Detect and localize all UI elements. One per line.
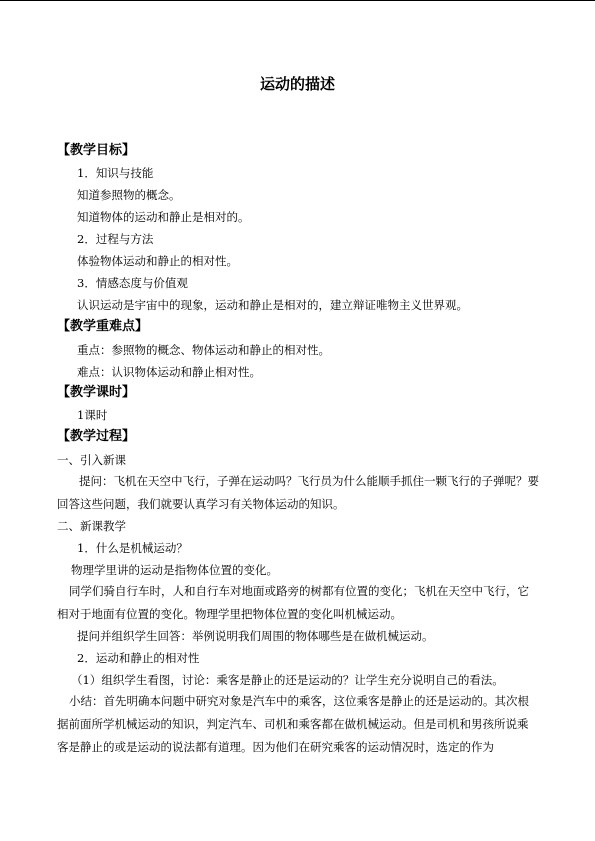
page-title: 运动的描述 xyxy=(259,75,335,93)
objective-item-1-line-2: 知道物体的运动和静止是相对的。 xyxy=(77,210,250,224)
objective-item-3-line-1: 认识运动是宇宙中的现象，运动和静止是相对的，建立辩证唯物主义世界观。 xyxy=(77,298,468,312)
question-1-line-2: 提问并组织学生回答：举例说明我们周围的物体哪些是在做机械运动。 xyxy=(77,629,434,643)
key-point-focus: 重点：参照物的概念、物体运动和静止的相对性。 xyxy=(77,343,330,357)
question-2-line-1: （1）组织学生看图，讨论：乘客是静止的还是运动的？让学生充分说明自己的看法。 xyxy=(71,673,504,687)
objective-item-2-line-1: 体验物体运动和静止的相对性。 xyxy=(77,254,238,268)
objective-item-1: 1．知识与技能 xyxy=(77,166,154,180)
objective-item-2: 2．过程与方法 xyxy=(77,232,154,246)
objective-item-1-line-1: 知道参照物的概念。 xyxy=(77,188,181,202)
page-top-border xyxy=(0,0,595,1)
objective-item-3: 3．情感态度与价值观 xyxy=(77,276,188,290)
key-point-difficulty: 难点：认识物体运动和静止相对性。 xyxy=(77,365,261,379)
question-2-title: 2．运动和静止的相对性 xyxy=(77,651,200,665)
class-hours-value: 1课时 xyxy=(77,408,108,422)
question-2-summary-paragraph: 小结：首先明确本问题中研究对象是汽车中的乘客，这位乘客是静止的还是运动的。其次根据前面所学机械运动的知识，判定汽车、司机和乘客都在做机械运动。但是司机和男孩所说乘客是静止的或是运动的说法都有道理。因为他们在研究乘客的运动情况时，选定的作为 xyxy=(57,694,529,754)
heading-teaching-objectives: 【教学目标】 xyxy=(57,143,136,158)
question-1-paragraph: 同学们骑自行车时，人和自行车对地面或路旁的树都有位置的变化；飞机在天空中飞行，它相对于地面有位置的变化。物理学里把物体位置的变化叫机械运动。 xyxy=(57,584,529,621)
heading-class-hours: 【教学课时】 xyxy=(57,385,136,400)
process-part-1-title: 一、引入新课 xyxy=(57,453,126,467)
question-1-title: 1．什么是机械运动？ xyxy=(77,541,188,555)
process-part-2-title: 二、新课教学 xyxy=(57,519,126,533)
process-part-1-paragraph: 提问：飞机在天空中飞行，子弹在运动吗？飞行员为什么能顺手抓住一颗飞行的子弹呢？要回答这些问题，我们就要认真学习有关物体运动的知识。 xyxy=(57,474,539,511)
heading-key-points: 【教学重难点】 xyxy=(57,319,149,334)
question-1-line-1: 物理学里讲的运动是指物体位置的变化。 xyxy=(71,563,278,577)
heading-teaching-process: 【教学过程】 xyxy=(57,429,136,444)
